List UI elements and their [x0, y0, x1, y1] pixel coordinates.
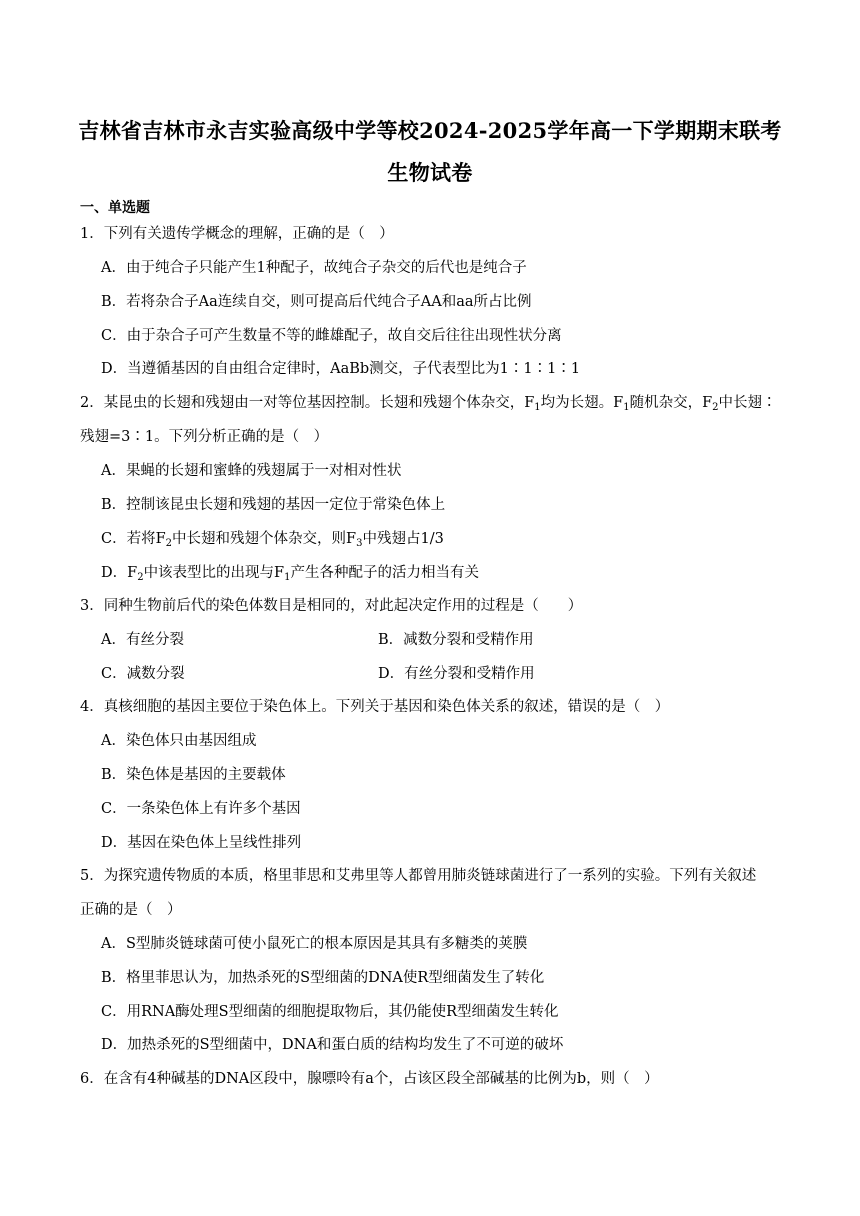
question-2-stem: [80, 393, 777, 413]
option-text: 中该表型比的出现与F: [143, 565, 285, 581]
subscript: 3: [356, 538, 363, 549]
subscript: 2: [165, 538, 173, 549]
question-2-stem-part-c: 随机杂交，F: [629, 395, 713, 411]
question-1-stem: 1．下列有关遗传学概念的理解，正确的是（ ）: [80, 226, 394, 242]
question-2-option-d: [101, 563, 479, 583]
section-heading: 一、单选题: [80, 200, 150, 216]
question-2-stem-part-a: 2．某昆虫的长翅和残翅由一对等位基因控制。长翅和残翅个体杂交，F: [80, 395, 535, 411]
question-5-stem-continued: 正确的是（ ）: [80, 902, 182, 918]
exam-title-line1: 吉林省吉林市永吉实验高级中学等校2024-2025学年高一下学期期末联考: [78, 118, 782, 143]
question-5-option-d: D．加热杀死的S型细菌中，DNA和蛋白质的结构均发生了不可逆的破坏: [101, 1037, 564, 1053]
question-2-stem-continued: 残翅=3∶1。下列分析正确的是（ ）: [80, 429, 329, 445]
question-5-stem: 5．为探究遗传物质的本质，格里菲思和艾弗里等人都曾用肺炎链球菌进行了一系列的实验。下列有关叙述: [80, 868, 757, 884]
question-2-option-a: A．果蝇的长翅和蜜蜂的残翅属于一对相对性状: [101, 463, 402, 479]
question-2-option-c: [101, 529, 444, 549]
option-text: 中长翅和残翅个体杂交，则F: [172, 531, 357, 547]
question-4-option-c: C．一条染色体上有许多个基因: [101, 801, 301, 817]
question-4-option-b: B．染色体是基因的主要载体: [101, 767, 286, 783]
question-1-option-c: C．由于杂合子可产生数量不等的雌雄配子，故自交后往往出现性状分离: [101, 328, 562, 344]
question-3-option-d: D．有丝分裂和受精作用: [378, 666, 535, 682]
option-text: D．F: [101, 565, 138, 581]
subscript: 1: [284, 572, 291, 583]
question-5-option-c: C．用RNA酶处理S型细菌的细胞提取物后，其仍能使R型细菌发生转化: [101, 1004, 559, 1020]
question-3-stem: 3．同种生物前后代的染色体数目是相同的，对此起决定作用的过程是（ ）: [80, 598, 583, 614]
question-6-stem: 6．在含有4种碱基的DNA区段中，腺嘌呤有a个，占该区段全部碱基的比例为b，则（ ）: [80, 1071, 659, 1087]
question-1-option-b: B．若将杂合子Aa连续自交，则可提高后代纯合子AA和aa所占比例: [101, 294, 532, 310]
question-2-option-b: B．控制该昆虫长翅和残翅的基因一定位于常染色体上: [101, 497, 446, 513]
question-1-option-d: D．当遵循基因的自由组合定律时，AaBb测交，子代表型比为1∶1∶1∶1: [101, 361, 581, 377]
option-text: C．若将F: [101, 531, 166, 547]
question-3-option-c: C．减数分裂: [101, 666, 185, 682]
option-text: 中残翅占1/3: [362, 531, 444, 547]
question-3-option-a: A．有丝分裂: [101, 632, 184, 648]
subscript: 2: [137, 572, 144, 583]
question-5-option-b: B．格里菲思认为，加热杀死的S型细菌的DNA使R型细菌发生了转化: [101, 970, 545, 986]
option-text: 产生各种配子的活力相当有关: [290, 565, 479, 581]
subscript: 2: [712, 402, 719, 413]
question-4-stem: 4．真核细胞的基因主要位于染色体上。下列关于基因和染色体关系的叙述，错误的是（ ）: [80, 699, 670, 715]
question-3-option-b: B．减数分裂和受精作用: [378, 632, 534, 648]
exam-title-line2: 生物试卷: [387, 160, 473, 185]
subscript: 1: [623, 402, 630, 413]
question-2-stem-part-d: 中长翅∶: [718, 395, 777, 411]
question-1-option-a: A．由于纯合子只能产生1种配子，故纯合子杂交的后代也是纯合子: [101, 260, 527, 276]
question-4-option-a: A．染色体只由基因组成: [101, 733, 257, 749]
question-4-option-d: D．基因在染色体上呈线性排列: [101, 835, 302, 851]
subscript: 1: [534, 402, 541, 413]
question-2-stem-part-b: 均为长翅。F: [540, 395, 624, 411]
question-5-option-a: A．S型肺炎链球菌可使小鼠死亡的根本原因是其具有多糖类的荚膜: [101, 936, 528, 952]
